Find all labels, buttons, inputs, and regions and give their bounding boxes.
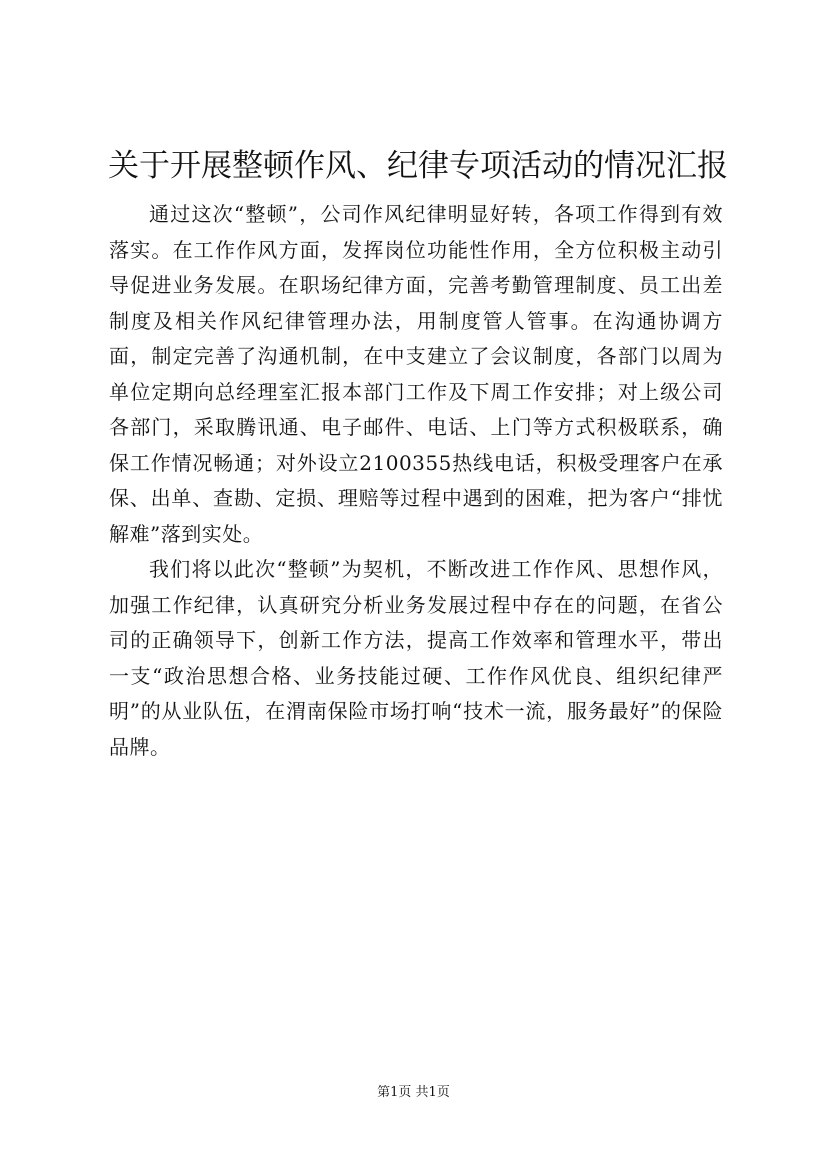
page-footer: 第1页 共1页	[377, 1085, 450, 1100]
paragraph-1: 通过这次“整顿”，公司作风纪律明显好转，各项工作得到有效落实。在工作作风方面，发挥岗位功能性作用，全方位积极主动引导促进业务发展。在职场纪律方面，完善考勤管理制度、员工出差制度及相关作风纪律管理办法，用制度管人管事。在沟通协调方面，制定完善了沟通机制，在中支建立了会议制度，各部门以周为单位定期向总经理室汇报本部门工作及下周工作安排；对上级公司各部门，采取腾讯通、电子邮件、电话、上门等方式积极联系，确保工作情况畅通；对外设立2100355热线电话，积极受理客户在承保、出单、查勘、定损、理赔等过程中遇到的困难，把为客户“排忧解难”落到实处。	[109, 202, 723, 546]
document-body	[109, 197, 723, 765]
document-title: 关于开展整顿作风、纪律专项活动的情况汇报	[108, 148, 728, 184]
paragraph-2: 我们将以此次“整顿”为契机，不断改进工作作风、思想作风，加强工作纪律，认真研究分析业务发展过程中存在的问题，在省公司的正确领导下，创新工作方法，提高工作效率和管理水平，带出一支“政治思想合格、业务技能过硬、工作作风优良、组织纪律严明”的从业队伍，在渭南保险市场打响“技术一流，服务最好”的保险品牌。	[109, 557, 723, 759]
